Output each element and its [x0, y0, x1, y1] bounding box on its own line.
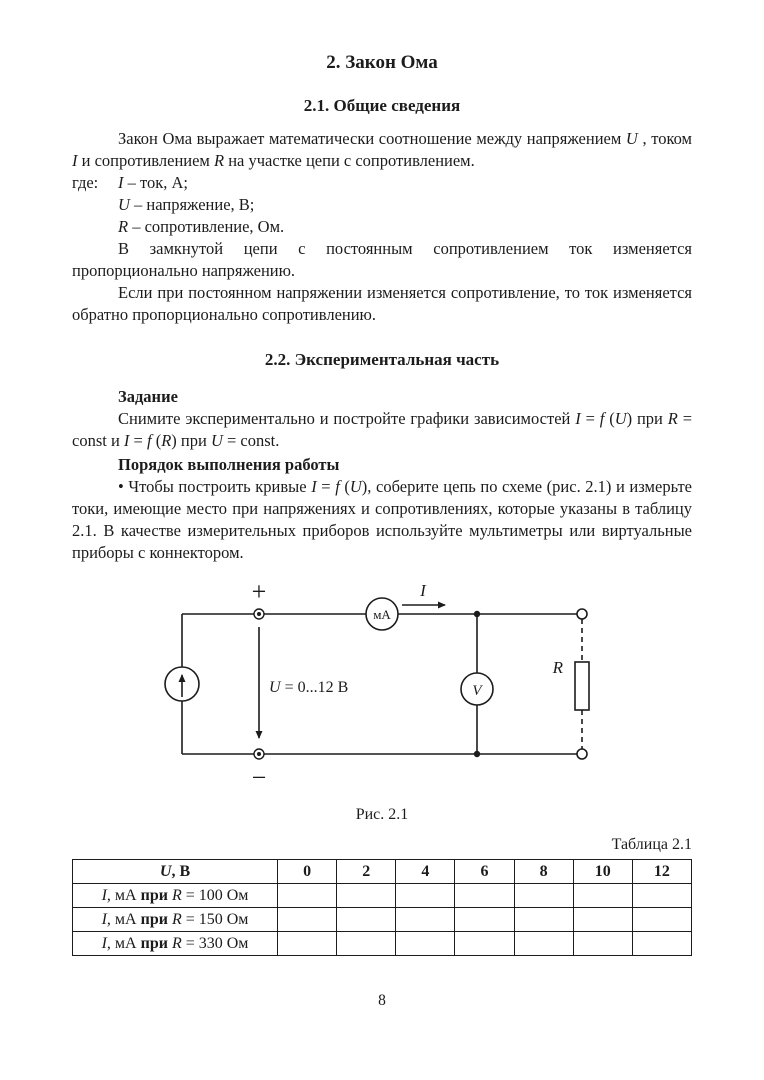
table-cell-empty	[514, 932, 573, 956]
definitions-list	[72, 172, 692, 238]
table-header-4: 4	[396, 860, 455, 884]
minus-label: −	[251, 763, 267, 792]
voltage-label: U = 0...12 В	[269, 679, 349, 696]
table-row-r150	[73, 908, 692, 932]
table-cell-empty	[278, 908, 337, 932]
task-paragraph: Снимите экспериментально и постройте графики зависимостей I = f (U) при R = const и I = f (R) при U = const.	[72, 409, 693, 450]
table-cell-empty	[337, 884, 396, 908]
table-cell-empty	[514, 884, 573, 908]
plus-label: +	[251, 577, 267, 606]
voltmeter-label: V	[472, 683, 482, 699]
table-header-6: 6	[455, 860, 514, 884]
table-row-r330	[73, 932, 692, 956]
current-label: I	[420, 581, 426, 600]
figure-caption: Рис. 2.1	[355, 806, 409, 823]
table-cell-empty	[632, 884, 691, 908]
task-heading: Задание	[118, 387, 178, 406]
row-label-r100: I, мА при R = 100 Ом	[73, 884, 278, 908]
table-cell-empty	[396, 908, 455, 932]
measurement-table	[72, 859, 692, 956]
section-heading-general: 2.1. Общие сведения	[303, 96, 461, 115]
terminal-right-top	[577, 609, 587, 619]
terminal-plus-dot	[257, 612, 261, 616]
table-header-voltage: U, В	[73, 860, 278, 884]
table-cell-empty	[396, 932, 455, 956]
table-cell-empty	[573, 908, 632, 932]
paragraph-proportional: В замкнутой цепи с постоянным сопротивлением ток изменяется пропорционально напряжению.	[72, 239, 692, 280]
table-cell-empty	[455, 884, 514, 908]
table-cell-empty	[396, 884, 455, 908]
table-cell-empty	[278, 884, 337, 908]
procedure-heading: Порядок выполнения работы	[118, 455, 340, 474]
row-label-r330: I, мА при R = 330 Ом	[73, 932, 278, 956]
table-header-10: 10	[573, 860, 632, 884]
figure-circuit	[72, 574, 692, 824]
table-header-12: 12	[632, 860, 691, 884]
definition-resistance: R – сопротивление, Ом.	[118, 217, 285, 236]
circuit-wires	[182, 614, 582, 754]
table-cell-empty	[573, 884, 632, 908]
row-label-r150: I, мА при R = 150 Ом	[73, 908, 278, 932]
circuit-diagram	[157, 574, 607, 799]
terminal-minus-dot	[257, 752, 261, 756]
definition-current: где: I – ток, А;	[72, 173, 189, 192]
table-header-0: 0	[278, 860, 337, 884]
resistor-label: R	[552, 658, 563, 677]
junction-dot-top	[474, 611, 480, 617]
table-cell-empty	[573, 932, 632, 956]
table-cell-empty	[337, 932, 396, 956]
junction-dot-bottom	[474, 751, 480, 757]
terminal-right-bottom	[577, 749, 587, 759]
page-number: 8	[378, 992, 386, 1009]
table-cell-empty	[455, 932, 514, 956]
table-cell-empty	[514, 908, 573, 932]
table-caption: Таблица 2.1	[611, 836, 692, 853]
table-cell-empty	[455, 908, 514, 932]
table-row-r100	[73, 884, 692, 908]
table-header-row	[73, 860, 692, 884]
table-header-8: 8	[514, 860, 573, 884]
paragraph-inverse: Если при постоянном напряжении изменяется сопротивление, то ток изменяется обратно пропорционально сопротивлению.	[72, 283, 692, 324]
procedure-paragraph: • Чтобы построить кривые I = f (U), соберите цепь по схеме (рис. 2.1) и измерьте токи, имеющие место при напряжениях и сопротивлениях, которые указаны в таблицу 2.1. В качестве измерительных приборов используйте мультиметры или виртуальные приборы с коннектором.	[72, 477, 692, 562]
resistor-icon	[575, 662, 589, 710]
table-cell-empty	[632, 908, 691, 932]
table-cell-empty	[278, 932, 337, 956]
table-header-2: 2	[337, 860, 396, 884]
ammeter-label: мА	[373, 607, 391, 622]
table-cell-empty	[337, 908, 396, 932]
table-cell-empty	[632, 932, 691, 956]
definition-voltage: U – напряжение, В;	[118, 195, 255, 214]
section-heading-experimental: 2.2. Экспериментальная часть	[264, 350, 500, 369]
paragraph-ohms-law: Закон Ома выражает математически соотношение между напряжением U , током I и сопротивлением R на участке цепи с сопротивлением.	[72, 129, 692, 170]
page-title: 2. Закон Ома	[326, 52, 438, 73]
